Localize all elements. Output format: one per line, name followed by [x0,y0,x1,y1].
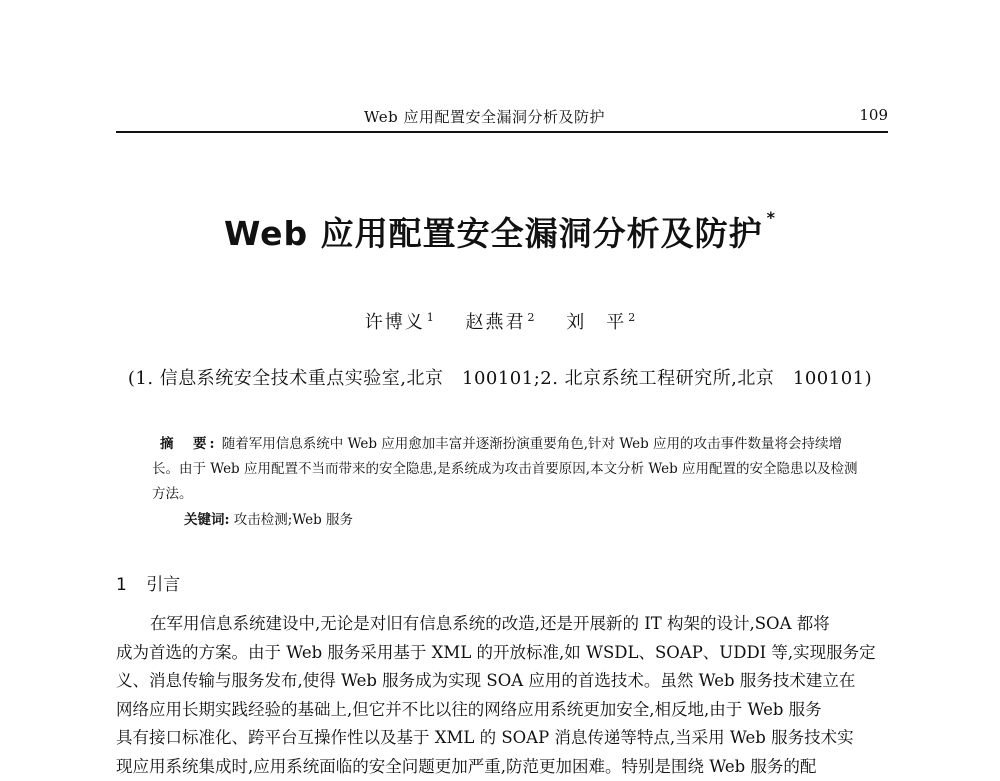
body-line: 成为首选的方案。由于 Web 服务采用基于 XML 的开放标准,如 WSDL、SOAP、UDDI 等,实现服务定 [116,639,888,668]
header-rule [116,131,888,133]
body-line: 网络应用长期实践经验的基础上,但它并不比以往的网络应用系统更加安全,相反地,由于 Web 服务 [116,696,888,725]
keywords-text: 攻击检测;Web 服务 [234,512,353,528]
abstract-text: 随着军用信息系统中 Web 应用愈加丰富并逐渐扮演重要角色,针对 Web 应用的攻击事件数量将会持续增长。由于 Web 应用配置不当而带来的安全隐患,是系统成为攻击首要原因,本文分析 Web 应用配置的安全隐患以及检测方法。 [152,436,858,502]
title-footnote-marker: * [767,208,776,227]
body-line: 具有接口标准化、跨平台互操作性以及基于 XML 的 SOAP 消息传递等特点,当采用 Web 服务技术实 [116,724,888,753]
paper-title [0,208,1000,255]
author-list [0,308,1000,334]
author-name: 许博义 [365,312,425,333]
body-line: 现应用系统集成时,应用系统面临的安全问题更加严重,防范更加困难。特别是围绕 Web 服务的配 [116,753,888,781]
abstract [152,432,864,507]
body-paragraph [116,610,888,781]
author [365,312,434,333]
author-affiliation-index: 2 [628,311,635,324]
section-title: 引言 [146,575,180,595]
running-header [116,104,888,128]
keywords [184,508,353,533]
affiliations: (1. 信息系统安全技术重点实验室,北京 100101;2. 北京系统工程研究所,北京 100101) [0,364,1000,390]
section-heading [116,570,180,595]
paper-title-text: Web 应用配置安全漏洞分析及防护 [224,214,763,253]
author-name: 赵燕君 [466,312,526,333]
author-affiliation-index: 2 [528,311,535,324]
abstract-label: 摘 要: [160,436,217,452]
running-title: Web 应用配置安全漏洞分析及防护 [364,106,605,127]
author-affiliation-index: 1 [427,311,434,324]
author-name: 刘 平 [566,312,626,333]
page-number: 109 [859,106,888,124]
keywords-label: 关键词: [184,512,229,528]
author [466,312,535,333]
body-line: 在军用信息系统建设中,无论是对旧有信息系统的改造,还是开展新的 IT 构架的设计,SOA 都将 [116,610,888,639]
section-number: 1 [116,575,127,595]
author [566,312,635,333]
body-line: 义、消息传输与服务发布,使得 Web 服务成为实现 SOA 应用的首选技术。虽然 Web 服务技术建立在 [116,667,888,696]
